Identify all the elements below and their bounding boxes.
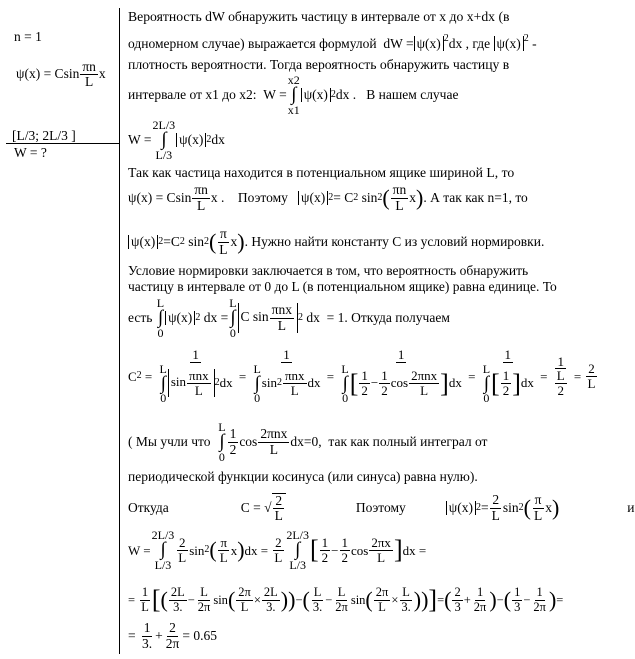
left-vertical-divider — [119, 8, 120, 654]
given-n: n = 1 — [14, 29, 42, 44]
p3-line1: Условие нормировки заключается в том, что вероятность обнаружить — [128, 263, 529, 278]
p3-line2: частицу в интервале от 0 до L (в потенциальном ящике) равна единице. То — [128, 279, 557, 294]
given-question: W = ? — [14, 145, 47, 160]
final-w-line1: W = 2L/3 ∫ L/3 $\frac{2}{L}$ sin 2 ( $\frac{\pi}{L}$ x ) dx = $\frac{2}{L}$ 2L/3 ∫ L/3 [ $\frac{1}{2}$ − $\frac{1}{2}$ cos $\frac{2\pi x}{L}$ ] dx = — [128, 528, 427, 572]
w-definition: W = 2L/3 ∫ L/3 ψ(x) 2 dx — [128, 118, 225, 162]
given-psi: ψ(x) = Csin $\frac{\pi n}{L}$ x — [16, 59, 106, 90]
p4-line1: ( Мы учли что L ∫ 0 $\frac{1}{2}$ cos $\frac{\text{2πnx}}{L}$ dx=0, так как полный интеграл от — [128, 420, 488, 464]
p2-line2: ψ(x) = C sin $\frac{\pi n}{L}$ x . Поэтому ψ(x) 2 = C 2 sin 2 ( $\frac{\pi n}{L}$ x ) . А так как n=1, то — [128, 182, 528, 213]
p1-line2: одномерном случае) выражается формулой dW = ψ(x) $^2$dx , где ψ(x) $^2$ - — [128, 33, 537, 51]
p2-line3: ψ(x) 2 =C 2 sin 2 ( $\frac{\pi}{L}$ x ) . Нужно найти константу C из условий нормировки. — [128, 224, 544, 260]
given-interval: [L/3; 2L/3 ] — [12, 128, 76, 143]
p4-line2: периодической функции косинуса (или синуса) равна нулю). — [128, 469, 478, 484]
p1-line1: Вероятность dW обнаружить частицу в интервале от x до x+dx (в — [128, 9, 510, 24]
p2-line1: Так как частица находится в потенциальном ящике шириной L, то — [128, 165, 515, 180]
p5-line: Откуда C = √ $\frac{2}{L}$ Поэтому ψ(x) 2 = $\frac{2}{L}$ sin 2 ( $\frac{\pi}{L}$ x ) и — [128, 492, 635, 523]
p1-line3: плотность вероятности. Тогда вероятность обнаружить частицу в — [128, 57, 510, 72]
final-w-line3: = $\frac{1}{3.}$ + $\frac{2}{2\pi}$ = 0.65 — [128, 620, 217, 651]
c2-chain: C 2 = 1 L ∫ 0 sin $\frac{\text{πnx}}{L}$ 2 dx = 1 L ∫ 0 sin 2 $\frac{\text{πnx}}{L}$ dx = 1 L ∫ 0 [ $\frac{1}{2}$ − $\frac{1}{2}$ cos $\frac{\text{2πnx}}{L}$ ] dx = 1 L ∫ 0 [ $\frac{1}{2}$ ] dx = $\frac{1}{\frac{L}{2}}$ = $\frac{2}{L}$ — [128, 347, 596, 405]
p3-line3: есть L ∫ 0 ψ(x) 2 dx = L ∫ 0 C sin $\frac{\text{πnx}}{L}$ 2 dx = 1. Откуда получаем — [128, 296, 450, 340]
given-separator — [6, 143, 119, 144]
final-w-line2: = $\frac{1}{L}$ [ ( $\frac{2L}{3.}$ − $\frac{L}{2\pi}$ sin ( $\frac{2\pi}{L}$ × $\frac{2L}{3.}$ ) ) − ( $\frac{L}{3.}$ − $\frac{L}{2\pi}$ sin ( $\frac{2\pi}{L}$ × $\frac{L}{3.}$ ) ) ] = ( $\frac{2}{3}$ + $\frac{1}{2\pi}$ ) − ( $\frac{1}{3}$ − $\frac{1}{2\pi}$ ) = — [128, 585, 564, 614]
p1-line4: интервале от x1 до x2: W = x2 ∫ x1 ψ(x) 2 dx . В нашем случае — [128, 73, 459, 117]
